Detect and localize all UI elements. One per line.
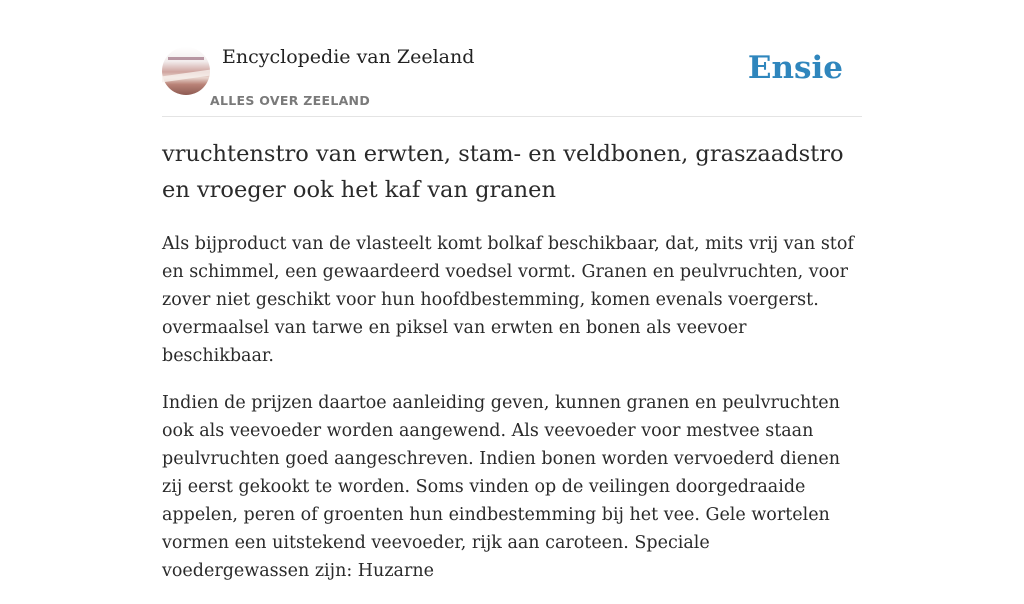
avatar-detail-top bbox=[168, 57, 204, 60]
brand-logo-link[interactable]: Ensie bbox=[747, 50, 843, 86]
site-subtitle: ALLES OVER ZEELAND bbox=[210, 93, 370, 108]
site-avatar[interactable] bbox=[162, 47, 210, 95]
site-title-link[interactable]: Encyclopedie van Zeeland bbox=[222, 46, 475, 68]
site-header bbox=[162, 44, 862, 117]
avatar-detail-middle bbox=[162, 70, 210, 83]
article bbox=[162, 136, 862, 604]
article-paragraph: Indien de prijzen daartoe aanleiding geven, kunnen granen en peulvruchten ook als veevoeder worden aangewend. Als veevoeder voor mestvee staan peulvruchten goed aangeschreven. Indien bonen worden vervoederd dienen zij eerst gekookt te worden. Soms vinden op de veilingen doorgedraaide appelen, peren of groenten hun eindbestemming bij het vee. Gele wortelen vormen een uitstekend veevoeder, rijk aan caroteen. Speciale voedergewassen zijn: Huzarne bbox=[162, 393, 840, 581]
article-title: vruchtenstro van erwten, stam- en veldbonen, graszaadstro en vroeger ook het kaf van granen bbox=[162, 141, 844, 203]
article-paragraph: Als bijproduct van de vlasteelt komt bolkaf beschikbaar, dat, mits vrij van stof en schimmel, een gewaardeerd voedsel vormt. Granen en peulvruchten, voor zover niet geschikt voor hun hoofdbestemming, komen evenals voergerst. overmaalsel van tarwe en piksel van erwten en bonen als veevoer beschikbaar. bbox=[162, 234, 854, 366]
